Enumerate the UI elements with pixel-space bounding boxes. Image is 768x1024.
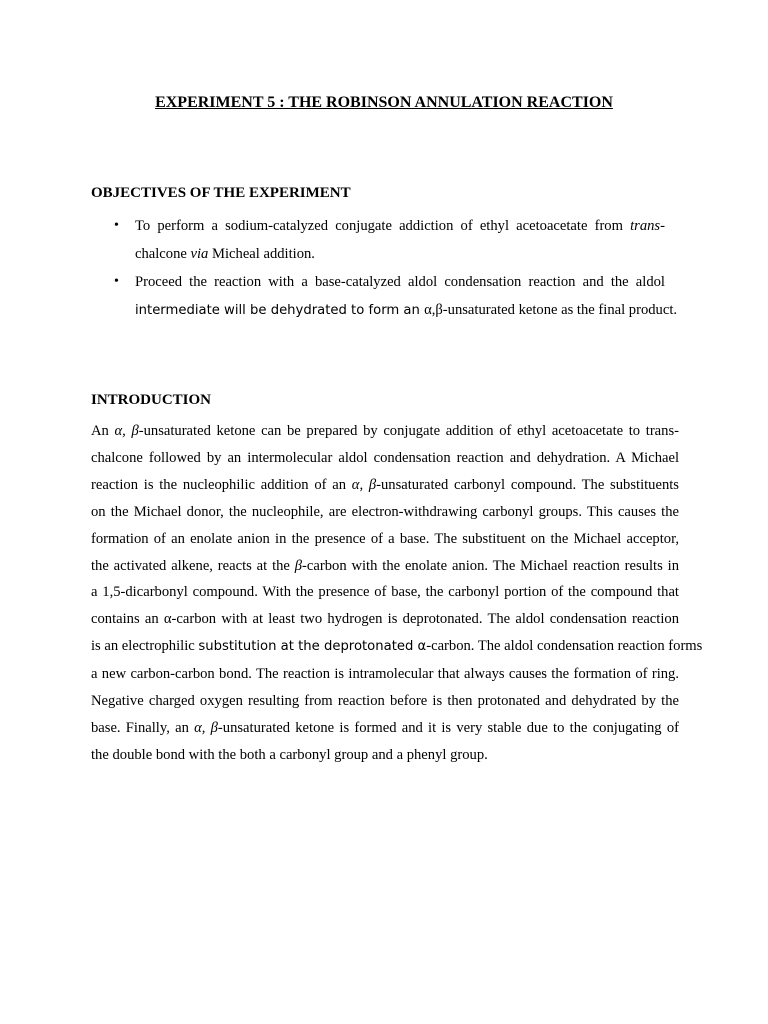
objectives-list <box>91 212 678 325</box>
objectives-heading: OBJECTIVES OF THE EXPERIMENT <box>91 185 351 201</box>
page-title: EXPERIMENT 5 : THE ROBINSON ANNULATION REACTION <box>155 94 613 111</box>
intro-line: contains an α-carbon with at least two hydrogen is deprotonated. The aldol condensation reaction <box>91 611 679 628</box>
objective-2-line-1: Proceed the reaction with a base-catalyzed aldol condensation reaction and the aldol <box>135 274 665 290</box>
intro-line: base. Finally, an α, β-unsaturated ketone is formed and it is very stable due to the conjugating of <box>91 719 679 736</box>
intro-line: on the Michael donor, the nucleophile, are electron-withdrawing carbonyl groups. This causes the <box>91 503 679 520</box>
objective-item-1 <box>91 212 665 268</box>
intro-line: is an electrophilic substitution at the deprotonated α-carbon. The aldol condensation reaction forms <box>91 638 703 655</box>
introduction-heading: INTRODUCTION <box>91 392 212 408</box>
intro-line: the activated alkene, reacts at the β-carbon with the enolate anion. The Michael reaction results in <box>91 557 679 574</box>
bullet-icon: • <box>114 274 119 289</box>
objective-1-line-1: To perform a sodium-catalyzed conjugate addiction of ethyl acetoacetate from trans- <box>135 218 665 234</box>
intro-line: the double bond with the both a carbonyl group and a phenyl group. <box>91 746 488 763</box>
objective-2-line-2: intermediate will be dehydrated to form an α,β-unsaturated ketone as the final product. <box>135 302 678 318</box>
intro-line: formation of an enolate anion in the presence of a base. The substituent on the Michael acceptor, <box>91 530 679 547</box>
objective-item-2 <box>91 268 678 325</box>
intro-line: reaction is the nucleophilic addition of an α, β-unsaturated carbonyl compound. The substituents <box>91 476 679 493</box>
intro-line: a 1,5-dicarbonyl compound. With the presence of base, the carbonyl portion of the compound that <box>91 584 679 601</box>
introduction-paragraph <box>91 418 703 769</box>
intro-line: a new carbon-carbon bond. The reaction is intramolecular that always causes the formation of ring. <box>91 666 679 683</box>
objective-1-line-2: chalcone via Micheal addition. <box>135 246 315 262</box>
bullet-icon: • <box>114 218 119 233</box>
intro-line: chalcone followed by an intermolecular aldol condensation reaction and dehydration. A Michael <box>91 449 679 466</box>
intro-line: Negative charged oxygen resulting from reaction before is then protonated and dehydrated by the <box>91 693 679 710</box>
intro-line: An α, β-unsaturated ketone can be prepared by conjugate addition of ethyl acetoacetate to trans- <box>91 423 679 439</box>
